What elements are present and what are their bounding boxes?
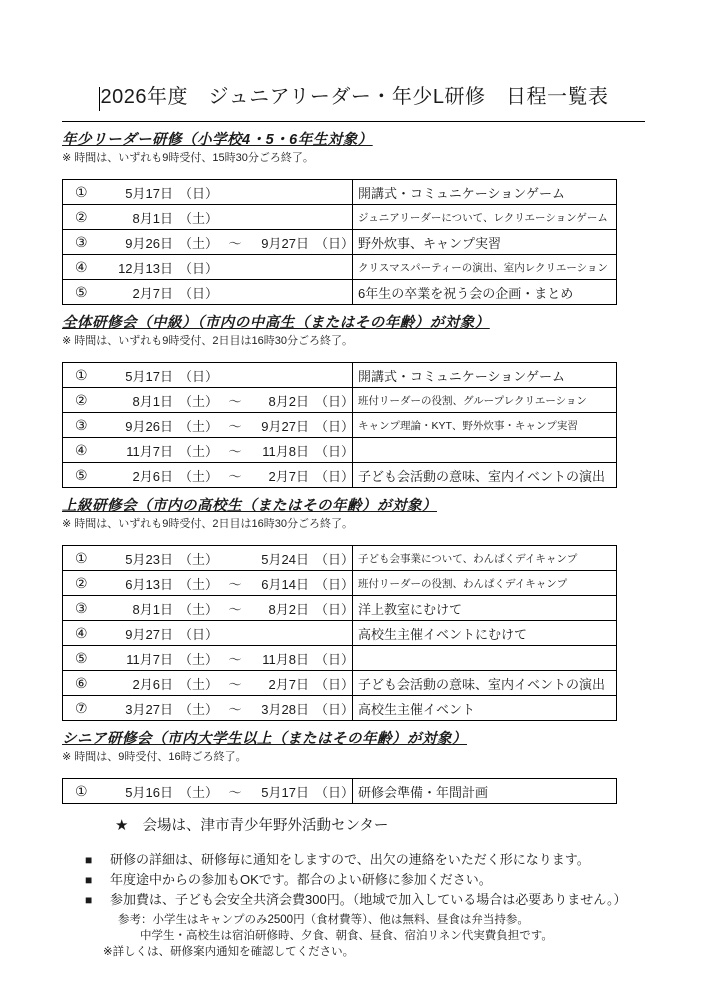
row-start-date: 9月26日	[125, 235, 173, 251]
row-start-date: 2月7日	[132, 285, 173, 301]
section-heading: シニア研修会（市内大学生以上（またはその年齢）が対象）	[62, 731, 467, 747]
schedule-row	[63, 671, 616, 696]
row-number: ①	[75, 183, 88, 200]
row-range-tilde: ～	[228, 443, 242, 459]
row-number: ⑤	[75, 466, 88, 483]
row-start-date: 2月6日	[132, 468, 173, 484]
row-start-weekday: （土）	[179, 468, 219, 484]
footnote-line: 中学生・高校生は宿泊研修時、夕食、朝食、昼食、宿泊リネン代実費負担です。	[140, 930, 553, 942]
schedule-row	[63, 363, 616, 388]
row-date-cell	[63, 230, 353, 254]
row-end-date: 8月2日	[268, 601, 309, 617]
row-range-tilde: ～	[228, 468, 242, 484]
venue-line	[62, 817, 645, 835]
row-description: 高校生主催イベントにむけて	[358, 626, 528, 642]
title-row	[62, 84, 645, 110]
row-start-weekday: （土）	[179, 576, 219, 592]
row-start-weekday: （土）	[179, 651, 219, 667]
row-end-weekday: （日）	[315, 676, 355, 692]
section-heading-row	[62, 488, 645, 516]
row-end-weekday: （日）	[315, 418, 355, 434]
row-end-weekday: （日）	[315, 784, 355, 800]
row-end-date: 5月24日	[261, 551, 309, 567]
section-heading-row	[62, 122, 645, 150]
row-number: ②	[75, 574, 88, 591]
row-description: クリスマスパーティーの演出、室内レクリエーション	[358, 261, 608, 274]
row-number: ④	[75, 258, 88, 275]
row-description	[353, 438, 616, 462]
row-start-weekday: （土）	[179, 443, 219, 459]
schedule-table	[62, 179, 617, 305]
row-number: ⑥	[75, 674, 88, 691]
schedule-row	[63, 596, 616, 621]
row-date-cell	[63, 571, 353, 595]
row-end-weekday: （日）	[315, 468, 355, 484]
section-4	[62, 721, 645, 804]
row-date-cell	[63, 696, 353, 720]
row-description: 野外炊事、キャンプ実習	[358, 235, 502, 251]
row-date-cell	[63, 280, 353, 304]
row-number: ①	[75, 782, 88, 799]
row-end-date: 2月7日	[268, 676, 309, 692]
section-heading-row	[62, 721, 645, 749]
section-time-note: ※ 時間は、9時受付、16時ごろ終了。	[62, 751, 247, 763]
row-range-tilde: ～	[228, 676, 242, 692]
row-start-weekday: （日）	[179, 285, 219, 301]
row-description: 子ども会活動の意味、室内イベントの演出	[358, 676, 606, 692]
notes-list	[62, 850, 645, 910]
note-text: 研修の詳細は、研修毎に通知をしますので、出欠の連絡をいただく形になります。	[110, 852, 590, 867]
row-end-weekday: （日）	[315, 393, 355, 409]
schedule-row	[63, 255, 616, 280]
row-date-cell	[63, 463, 353, 487]
row-start-date: 8月1日	[132, 210, 173, 226]
section-1	[62, 122, 645, 305]
row-start-weekday: （土）	[179, 601, 219, 617]
row-start-weekday: （土）	[179, 676, 219, 692]
row-date-cell	[63, 646, 353, 670]
section-heading-row	[62, 305, 645, 333]
footnote-line: ※詳しくは、研修案内通知を確認してください。	[103, 946, 355, 958]
row-start-weekday: （日）	[179, 185, 219, 201]
row-date-cell	[63, 621, 353, 645]
row-date-cell	[63, 180, 353, 204]
row-date-cell	[63, 438, 353, 462]
schedule-row	[63, 546, 616, 571]
row-date-cell	[63, 596, 353, 620]
row-start-weekday: （土）	[179, 784, 219, 800]
row-range-tilde: ～	[228, 651, 242, 667]
row-number: ①	[75, 549, 88, 566]
row-description: 子ども会事業について、わんぱくデイキャンプ	[358, 552, 578, 565]
row-start-date: 9月27日	[125, 626, 173, 642]
text-cursor	[99, 87, 100, 111]
row-end-weekday: （日）	[315, 551, 355, 567]
sections-container	[62, 122, 645, 804]
row-start-weekday: （土）	[179, 235, 219, 251]
footnotes-list	[62, 912, 645, 960]
square-bullet-icon: ■	[85, 893, 93, 907]
row-start-weekday: （日）	[179, 626, 219, 642]
schedule-row	[63, 646, 616, 671]
row-number: ④	[75, 441, 88, 458]
row-end-weekday: （日）	[315, 651, 355, 667]
row-start-date: 5月17日	[125, 185, 173, 201]
row-end-date: 8月2日	[268, 393, 309, 409]
row-date-cell	[63, 388, 353, 412]
row-description: 班付リーダーの役割、グループレクリエーション	[358, 394, 587, 407]
row-range-tilde: ～	[228, 418, 242, 434]
schedule-row	[63, 413, 616, 438]
row-end-weekday: （日）	[315, 443, 355, 459]
row-number: ⑤	[75, 649, 88, 666]
schedule-row	[63, 571, 616, 596]
row-date-cell	[63, 205, 353, 229]
section-heading: 上級研修会（市内の高校生（またはその年齢）が対象）	[62, 498, 437, 514]
row-end-weekday: （日）	[315, 576, 355, 592]
row-number: ④	[75, 624, 88, 641]
row-number: ②	[75, 208, 88, 225]
schedule-row	[63, 205, 616, 230]
row-end-date: 9月27日	[261, 418, 309, 434]
row-start-date: 11月7日	[126, 651, 173, 667]
row-end-date: 11月8日	[262, 443, 309, 459]
row-end-date: 6月14日	[261, 576, 309, 592]
row-start-weekday: （日）	[179, 368, 219, 384]
square-bullet-icon: ■	[85, 853, 93, 867]
row-range-tilde: ～	[228, 601, 242, 617]
section-heading: 年少リーダー研修（小学校4・5・6年生対象）	[62, 132, 373, 148]
row-date-cell	[63, 255, 353, 279]
note-text: 年度途中からの参加もOKです。都合のよい研修に参加ください。	[110, 872, 492, 887]
row-number: ③	[75, 416, 88, 433]
row-description: 高校生主催イベント	[358, 701, 476, 717]
row-end-date: 2月7日	[268, 468, 309, 484]
row-number: ⑤	[75, 283, 88, 300]
row-number: ⑦	[75, 699, 88, 716]
row-start-date: 11月7日	[126, 443, 173, 459]
row-start-weekday: （日）	[179, 260, 219, 276]
row-start-weekday: （土）	[179, 210, 219, 226]
schedule-table	[62, 778, 617, 804]
section-time-note: ※ 時間は、いずれも9時受付、2日目は16時30分ごろ終了。	[62, 518, 353, 530]
row-date-cell	[63, 413, 353, 437]
schedule-row	[63, 280, 616, 304]
row-end-weekday: （日）	[315, 701, 355, 717]
row-description: 班付リーダーの役割、わんぱくデイキャンプ	[358, 577, 568, 590]
note-bullet	[62, 890, 645, 910]
row-start-date: 5月16日	[125, 784, 173, 800]
row-date-cell	[63, 779, 353, 803]
note-text: 参加費は、子ども会安全共済会費300円。（地域で加入している場合は必要ありません。）	[110, 892, 627, 907]
schedule-row	[63, 696, 616, 720]
row-number: ①	[75, 366, 88, 383]
section-time-note: ※ 時間は、いずれも9時受付、15時30分ごろ終了。	[62, 152, 314, 164]
row-end-date: 5月17日	[261, 784, 309, 800]
row-range-tilde: ～	[228, 701, 242, 717]
schedule-row	[63, 621, 616, 646]
row-description: 研修会準備・年間計画	[358, 784, 489, 800]
row-start-date: 5月23日	[125, 551, 173, 567]
row-end-weekday: （日）	[315, 235, 355, 251]
row-end-date: 11月8日	[262, 651, 309, 667]
row-range-tilde: ～	[228, 784, 242, 800]
row-end-date: 9月27日	[261, 235, 309, 251]
row-end-date: 3月28日	[261, 701, 309, 717]
section-heading: 全体研修会（中級）（市内の中高生（またはその年齢）が対象）	[62, 315, 490, 331]
row-start-weekday: （土）	[179, 551, 219, 567]
schedule-row	[63, 438, 616, 463]
row-number: ③	[75, 233, 88, 250]
row-date-cell	[63, 363, 353, 387]
row-start-date: 8月1日	[132, 601, 173, 617]
square-bullet-icon: ■	[85, 873, 93, 887]
note-bullet	[62, 870, 645, 890]
row-date-cell	[63, 546, 353, 570]
row-description: 開講式・コミュニケーションゲーム	[358, 368, 565, 384]
schedule-row	[63, 463, 616, 487]
schedule-table	[62, 545, 617, 721]
schedule-row	[63, 230, 616, 255]
row-start-date: 2月6日	[132, 676, 173, 692]
row-range-tilde: ～	[228, 235, 242, 251]
row-start-date: 5月17日	[125, 368, 173, 384]
row-end-weekday: （日）	[315, 601, 355, 617]
row-start-weekday: （土）	[179, 418, 219, 434]
star-icon: ★	[115, 817, 129, 834]
page-title: 2026年度 ジュニアリーダー・年少L研修 日程一覧表	[100, 86, 609, 108]
row-range-tilde: ～	[228, 393, 242, 409]
row-start-date: 8月1日	[132, 393, 173, 409]
note-bullet	[62, 850, 645, 870]
row-description: 6年生の卒業を祝う会の企画・まとめ	[358, 285, 574, 301]
footnote-line: 参考：小学生はキャンプのみ2500円（食材費等）、他は無料、昼食は弁当持参。	[118, 914, 529, 926]
schedule-row	[63, 180, 616, 205]
row-start-date: 9月26日	[125, 418, 173, 434]
schedule-table	[62, 362, 617, 488]
schedule-row	[63, 779, 616, 803]
row-description: 子ども会活動の意味、室内イベントの演出	[358, 468, 606, 484]
section-3	[62, 488, 645, 721]
row-number: ③	[75, 599, 88, 616]
row-start-weekday: （土）	[179, 701, 219, 717]
schedule-row	[63, 388, 616, 413]
row-number: ②	[75, 391, 88, 408]
row-start-date: 12月13日	[118, 260, 173, 276]
row-start-date: 3月27日	[125, 701, 173, 717]
row-date-cell	[63, 671, 353, 695]
row-start-date: 6月13日	[125, 576, 173, 592]
row-description	[353, 646, 616, 670]
row-description: キャンプ理論・KYT、野外炊事・キャンプ実習	[358, 419, 578, 432]
row-description: ジュニアリーダーについて、レクリエーションゲーム	[358, 211, 608, 224]
section-time-note: ※ 時間は、いずれも9時受付、2日目は16時30分ごろ終了。	[62, 335, 353, 347]
row-description: 洋上教室にむけて	[358, 601, 463, 617]
section-2	[62, 305, 645, 488]
row-start-weekday: （土）	[179, 393, 219, 409]
row-range-tilde: ～	[228, 576, 242, 592]
row-description: 開講式・コミュニケーションゲーム	[358, 185, 565, 201]
venue-text: 会場は、津市青少年野外活動センター	[142, 818, 389, 834]
